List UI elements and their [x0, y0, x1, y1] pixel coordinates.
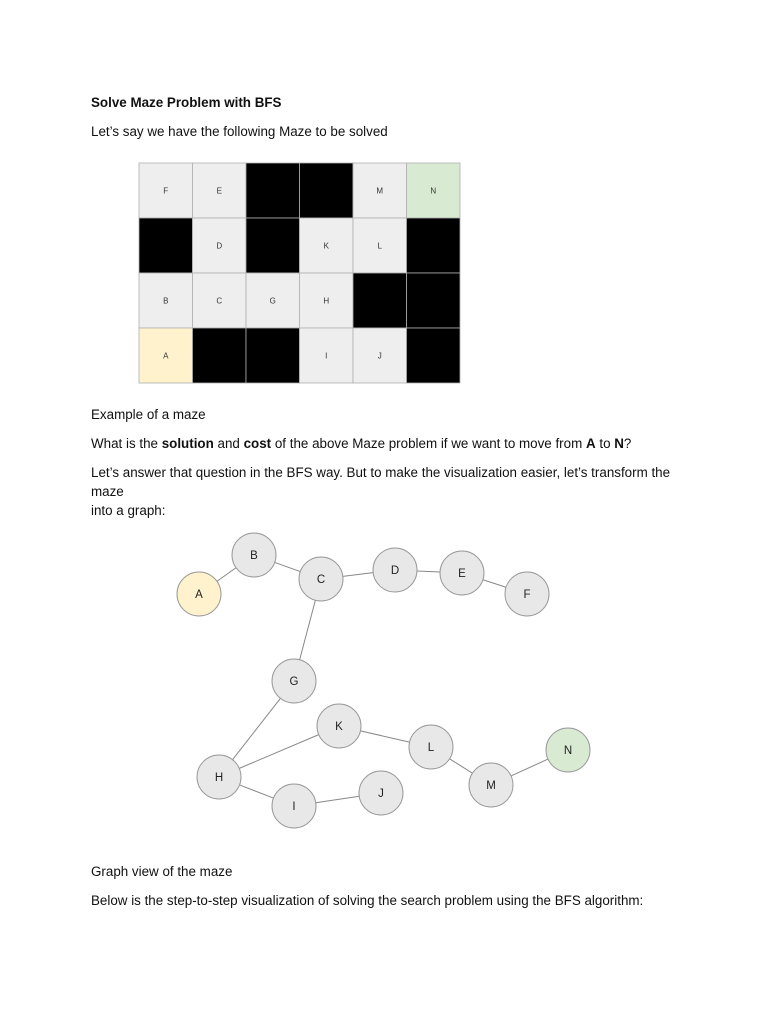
maze-wall-cell [407, 328, 461, 383]
edge-h-k [239, 735, 319, 769]
question-part: What is the [91, 436, 162, 451]
maze-figure [110, 152, 510, 392]
question-part: and [213, 436, 244, 451]
edge-b-c [275, 562, 301, 571]
node-label: H [214, 772, 224, 784]
maze-cell-label: F [163, 186, 169, 196]
node-label: A [195, 589, 203, 601]
intro-text: Let’s say we have the following Maze to be solved [91, 124, 388, 139]
node-label: I [292, 801, 296, 813]
maze-cell-label: B [163, 296, 169, 306]
maze-cell-label: L [377, 241, 382, 251]
maze-cell-label: A [163, 351, 169, 361]
node-label: J [378, 788, 384, 800]
question-part: ? [623, 436, 632, 451]
question-text [91, 434, 691, 453]
node-label: G [289, 676, 299, 688]
maze-wall-cell [407, 218, 461, 273]
question-part: to [595, 436, 615, 451]
question-from: A [585, 436, 596, 451]
graph-figure [90, 512, 680, 852]
node-label: B [250, 550, 258, 562]
maze-wall-cell [246, 163, 300, 218]
edge-i-j [316, 796, 359, 802]
graph-caption: Graph view of the maze [91, 864, 233, 879]
maze-wall-cell [353, 273, 407, 328]
maze-cell-label: G [269, 296, 276, 306]
maze-wall-cell [407, 273, 461, 328]
edge-g-h [233, 698, 281, 759]
edge-l-m [450, 759, 473, 773]
maze-cell-label: D [216, 241, 223, 251]
node-label: K [335, 721, 343, 733]
question-part: of the above Maze problem if we want to move from [271, 436, 586, 451]
node-label: F [523, 589, 531, 601]
maze-cell-label: H [323, 296, 330, 306]
question-solution: solution [161, 436, 214, 451]
transform-line: Let’s answer that question in the BFS way. But to make the visualization easier, let’s transform the maze [91, 465, 671, 499]
node-label: L [427, 742, 435, 754]
maze-cell-label: J [377, 351, 382, 361]
edge-h-i [240, 785, 274, 798]
maze-wall-cell [246, 218, 300, 273]
question-to: N [614, 436, 624, 451]
node-label: C [316, 574, 326, 586]
edge-c-g [300, 600, 316, 659]
question-cost: cost [243, 436, 272, 451]
node-label: D [390, 565, 400, 577]
edge-e-f [483, 580, 506, 587]
edge-a-b [217, 568, 236, 582]
maze-cell-label: M [376, 186, 384, 196]
edge-k-l [360, 731, 409, 742]
maze-wall-cell [193, 328, 247, 383]
maze-cell-label: K [323, 241, 329, 251]
edge-c-d [343, 573, 373, 577]
maze-cell-label: I [325, 351, 328, 361]
maze-wall-cell [300, 163, 354, 218]
maze-cell-label: C [216, 296, 223, 306]
maze-wall-cell [139, 218, 193, 273]
node-label: N [563, 745, 573, 757]
edge-d-e [417, 571, 440, 572]
maze-wall-cell [246, 328, 300, 383]
transform-line: into a graph: [91, 503, 166, 518]
maze-cell-label: N [430, 186, 437, 196]
edge-m-n [511, 759, 548, 776]
maze-caption: Example of a maze [91, 407, 206, 422]
doc-title: Solve Maze Problem with BFS [91, 95, 282, 110]
node-label: M [486, 780, 496, 792]
node-label: E [458, 568, 466, 580]
maze-cell-label: E [216, 186, 222, 196]
below-text: Below is the step-to-step visualization of solving the search problem using the BFS algorithm: [91, 893, 644, 908]
